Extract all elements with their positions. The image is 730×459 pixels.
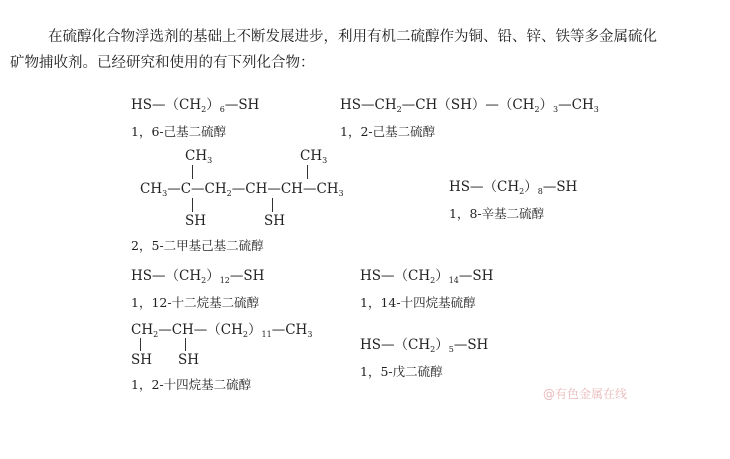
name-2-5-dimethylhexanedithiol: 2，5-二甲基己基二硫醇: [131, 238, 264, 253]
name-1-12-dodecanedithiol: 1，12-十二烷基二硫醇: [131, 295, 260, 310]
bond-bottom-right: [272, 198, 273, 212]
bond-top-right: [307, 165, 308, 179]
formula-1-12-dodecanedithiol: $HS—(CH_2)_{12}—SH$: [131, 268, 265, 285]
methyl-branch-left: $CH_3$: [185, 148, 213, 165]
intro-line-2: 矿物捕收剂。已经研究和使用的有下列化合物：: [10, 55, 315, 71]
formula-1-5-pentanedithiol: $HS—(CH_2)_5—SH$: [360, 337, 489, 354]
name-1-14-tetradecanethiol: 1，14-十四烷基硫醇: [360, 295, 476, 310]
bond-bottom-left: [192, 198, 193, 212]
main-chain-tetradecane: $CH_2—CH—(CH_2)_{11}—CH_3$: [131, 322, 313, 339]
name-1-5-pentanedithiol: 1，5-戊二硫醇: [360, 364, 443, 379]
bond-top-left: [192, 165, 193, 179]
watermark: @有色金属在线: [543, 387, 628, 401]
formula-1-6-hexanedithiol: $HS—(CH_2)_6—SH$: [131, 97, 260, 114]
thiol-group-right: SH: [264, 213, 286, 229]
thiol-group-left: SH: [185, 213, 207, 229]
methyl-branch-right: $CH_3$: [300, 148, 328, 165]
name-1-8-octanedithiol: 1，8-辛基二硫醇: [449, 206, 545, 221]
formula-1-2-hexanedithiol: $HS—CH_2—CH(SH)—(CH_2)_3—CH_3$: [340, 97, 599, 114]
thiol-group-c2: SH: [178, 352, 200, 368]
main-chain-dimethylhexane: $CH_3—C—CH_2—CH—CH—CH_3$: [140, 181, 344, 198]
bond-c1-thiol: [140, 338, 141, 351]
intro-line-1: 在硫醇化合物浮选剂的基础上不断发展进步，利用有机二硫醇作为铜、铅、锌、铁等多金属硫化: [48, 29, 657, 45]
formula-1-14-tetradecanethiol: $HS—(CH_2)_{14}—SH$: [360, 268, 494, 285]
bond-c2-thiol: [185, 338, 186, 351]
name-1-2-tetradecanedithiol: 1，2-十四烷基二硫醇: [131, 377, 252, 392]
name-1-2-hexanedithiol: 1，2-己基二硫醇: [340, 124, 436, 139]
name-1-6-hexanedithiol: 1，6-己基二硫醇: [131, 124, 227, 139]
formula-1-8-octanedithiol: $HS—(CH_2)_8—SH$: [449, 179, 578, 196]
thiol-group-c1: SH: [131, 352, 153, 368]
